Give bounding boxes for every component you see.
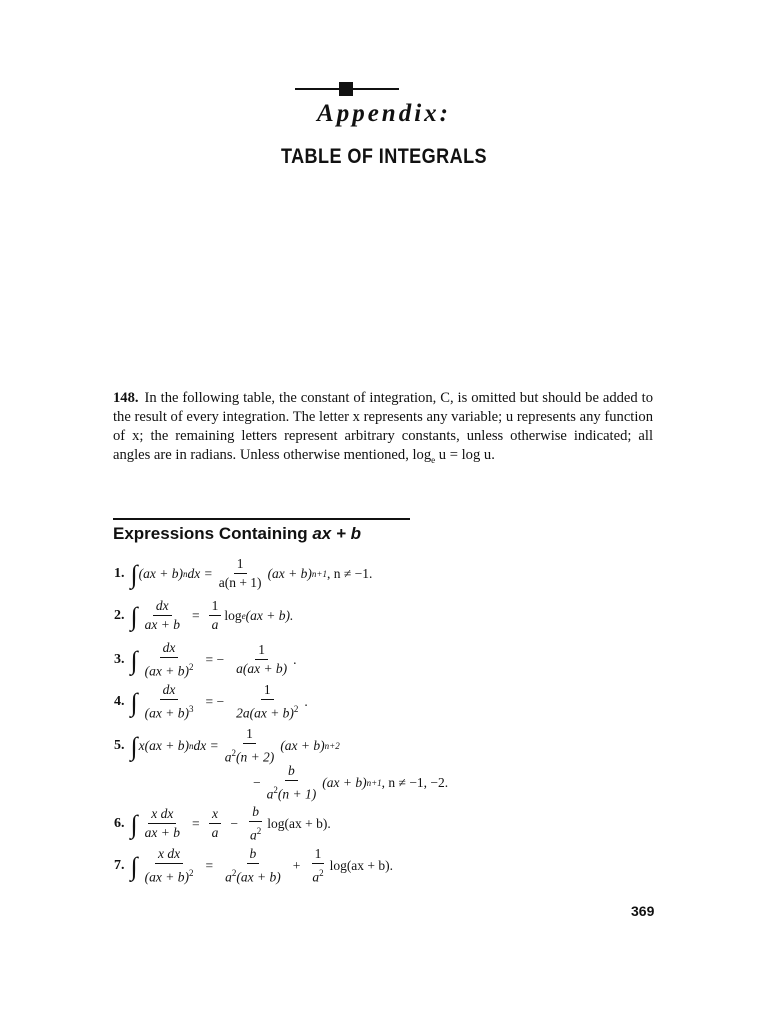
denominator xyxy=(142,700,197,721)
formula-tail-exponent: n+1 xyxy=(311,568,327,579)
integral-sign: ∫ xyxy=(130,731,138,761)
denominator-exponent: 2 xyxy=(188,662,194,672)
integral-sign: ∫ xyxy=(130,809,138,839)
formula-2 xyxy=(114,599,293,632)
formula-condition: , n ≠ −1, −2. xyxy=(381,774,449,790)
denominator-rest: (n + 2) xyxy=(235,749,275,765)
integral-sign: ∫ xyxy=(130,559,138,589)
numerator: x dx xyxy=(148,807,176,824)
denominator-exponent: 3 xyxy=(188,704,194,714)
formula-end: . xyxy=(304,693,308,709)
denominator: ax + b xyxy=(144,617,180,632)
formula-tail-arg: (ax + b). xyxy=(245,607,294,623)
denominator-base: (ax + b) xyxy=(144,869,189,885)
denominator-exponent: 2 xyxy=(188,868,194,878)
fraction xyxy=(264,764,320,802)
appendix-subtitle: TABLE OF INTEGRALS xyxy=(280,145,488,168)
equals-sign: = xyxy=(191,607,200,623)
ornament xyxy=(295,82,399,96)
formula-exponent: n xyxy=(182,568,188,579)
denominator: a(ax + b) xyxy=(236,661,288,677)
numerator: 1 xyxy=(234,557,247,574)
numerator: b xyxy=(249,805,262,822)
numerator: 1 xyxy=(312,847,325,864)
denominator xyxy=(309,864,326,885)
formula-label: 4. xyxy=(114,693,125,709)
denominator xyxy=(233,700,301,721)
formula-label: 6. xyxy=(114,815,125,831)
denominator-base: (ax + b) xyxy=(144,705,189,721)
formula-tail: (ax + b) xyxy=(280,737,325,753)
formula-3 xyxy=(114,641,297,679)
appendix-title: Appendix: xyxy=(317,100,451,127)
denominator-a: a xyxy=(249,827,257,843)
fraction xyxy=(233,643,290,676)
formula-5 xyxy=(114,727,340,765)
numerator: 1 xyxy=(209,599,222,616)
formula-tail-exponent: n+1 xyxy=(366,777,382,788)
plus-sign: + xyxy=(292,857,301,873)
equals-sign: = − xyxy=(205,693,225,709)
section-heading xyxy=(113,524,361,544)
formula-label: 3. xyxy=(114,651,125,667)
intro-paragraph xyxy=(113,389,653,470)
denominator: a xyxy=(211,617,219,632)
formula-exponent: n xyxy=(188,740,194,751)
numerator: b xyxy=(247,847,260,864)
formula-7 xyxy=(114,847,393,885)
equals-sign: = xyxy=(191,815,200,831)
equals-sign: = − xyxy=(205,651,225,667)
minus-sign: − xyxy=(230,815,238,831)
formula-lhs: (ax + b) xyxy=(138,565,183,581)
denominator-exponent: 2 xyxy=(231,748,236,758)
formula-lhs-tail: dx = xyxy=(187,565,213,581)
formula-end: . xyxy=(293,651,297,667)
denominator-a: a xyxy=(224,749,232,765)
numerator: x xyxy=(209,807,221,824)
denominator-exponent: 2 xyxy=(273,785,278,795)
numerator: x dx xyxy=(155,847,183,864)
fraction xyxy=(142,599,183,632)
formula-tail: (ax + b) xyxy=(322,774,367,790)
formula-label: 1. xyxy=(114,565,125,581)
numerator: dx xyxy=(160,641,179,658)
formula-label: 7. xyxy=(114,857,125,873)
formula-1 xyxy=(114,557,372,590)
formula-tail: log xyxy=(224,607,242,623)
fraction xyxy=(216,557,265,590)
fraction xyxy=(233,683,301,721)
denominator-base: (ax + b) xyxy=(144,663,189,679)
fraction xyxy=(222,727,278,765)
denominator-rest: (n + 1) xyxy=(277,786,317,802)
numerator: b xyxy=(285,764,298,781)
fraction xyxy=(222,847,284,885)
fraction xyxy=(247,805,264,843)
formula-lhs-tail: dx = xyxy=(193,737,219,753)
integral-sign: ∫ xyxy=(130,601,138,631)
fraction xyxy=(309,847,326,885)
denominator-exponent: 2 xyxy=(231,868,237,878)
denominator-base: 2a(ax + b) xyxy=(236,705,294,721)
denominator xyxy=(247,822,264,843)
fraction xyxy=(209,599,222,632)
denominator-a: a xyxy=(225,869,232,885)
numerator: 1 xyxy=(243,727,256,744)
formula-label: 5. xyxy=(114,737,125,753)
formula-4 xyxy=(114,683,308,721)
denominator: a xyxy=(211,825,219,841)
section-rule xyxy=(113,518,410,520)
fraction xyxy=(142,847,197,885)
log-subscript: e xyxy=(431,454,436,465)
numerator: dx xyxy=(160,683,179,700)
intro-text-end: u = log u. xyxy=(435,447,495,463)
formula-condition: , n ≠ −1. xyxy=(326,565,373,581)
integral-sign: ∫ xyxy=(130,687,138,717)
integral-sign: ∫ xyxy=(130,851,138,881)
log-base: e xyxy=(241,610,246,621)
denominator xyxy=(264,781,320,802)
fraction xyxy=(142,641,197,679)
denominator-a: a xyxy=(266,786,274,802)
numerator: 1 xyxy=(255,643,268,660)
numerator: dx xyxy=(153,599,172,616)
ornament-square xyxy=(339,82,353,96)
denominator-exponent: 2 xyxy=(293,704,299,714)
fraction xyxy=(209,807,222,840)
intro-text: In the following table, the constant of integration, C, is omitted but should be added to the result of every integration. The letter x represents any variable; u represents any function of x; the remaining letters represent arbitrary constants, unless otherwise indicated; all angles are in radians. Unless otherwise mentioned, log xyxy=(113,390,653,463)
denominator: a(n + 1) xyxy=(218,575,262,590)
formula-label: 2. xyxy=(114,607,125,623)
fraction xyxy=(142,683,197,721)
numerator: 1 xyxy=(261,683,274,700)
denominator-rest: (ax + b) xyxy=(236,869,281,885)
denominator xyxy=(142,658,197,679)
section-heading-text: Expressions Containing xyxy=(113,524,313,543)
denominator-a: a xyxy=(312,869,320,885)
formula-5-continued xyxy=(253,764,448,802)
denominator-exponent: 2 xyxy=(256,826,262,836)
equals-sign: = xyxy=(205,857,214,873)
integral-sign: ∫ xyxy=(130,645,138,675)
formula-tail: log(ax + b). xyxy=(267,815,331,831)
formula-tail-exponent: n+2 xyxy=(324,740,340,751)
paragraph-number: 148. xyxy=(113,390,139,406)
denominator: ax + b xyxy=(144,825,180,841)
minus-sign: − xyxy=(253,774,261,790)
denominator xyxy=(222,744,278,765)
denominator xyxy=(222,864,284,885)
formula-tail: log(ax + b). xyxy=(329,857,394,873)
section-heading-expr: ax + b xyxy=(312,524,361,543)
denominator-exponent: 2 xyxy=(319,868,324,878)
formula-lhs: x(ax + b) xyxy=(138,737,189,753)
formula-tail: (ax + b) xyxy=(267,565,312,581)
denominator xyxy=(142,864,197,885)
page-number: 369 xyxy=(631,903,655,919)
fraction xyxy=(142,807,183,840)
formula-6 xyxy=(114,805,331,843)
